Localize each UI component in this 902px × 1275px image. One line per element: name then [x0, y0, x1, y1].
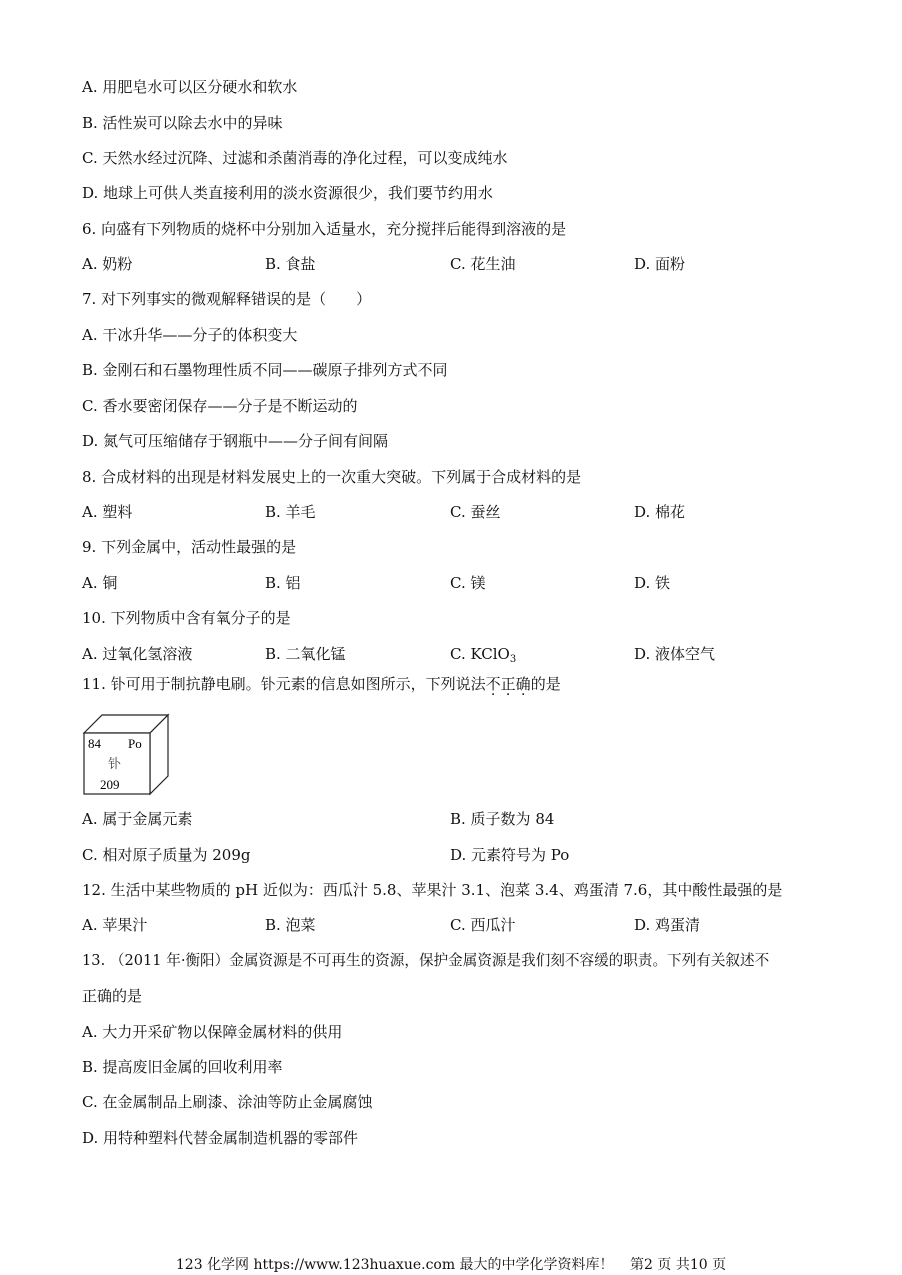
q13-option-b: B. 提高废旧金属的回收利用率	[82, 1058, 283, 1076]
q13-stem-line-2: 正确的是	[82, 987, 143, 1005]
q13-option-a: A. 大力开采矿物以保障金属材料的供用	[82, 1023, 343, 1041]
q10-option-b: B. 二氧化锰	[265, 645, 346, 663]
q7-option-c: C. 香水要密闭保存——分子是不断运动的	[82, 397, 358, 415]
q13-stem-line-1: 13. （2011 年·衡阳）金属资源是不可再生的资源，保护金属资源是我们刻不容缓的职责。下列有关叙述不	[82, 952, 770, 969]
q9-option-c: C. 镁	[450, 574, 486, 592]
q8-option-a: A. 塑料	[82, 503, 133, 521]
q12-option-b: B. 泡菜	[265, 916, 316, 934]
q8-stem: 8. 合成材料的出现是材料发展史上的一次重大突破。下列属于合成材料的是	[82, 468, 582, 486]
q11-stem-emphasis-3: 确	[515, 675, 531, 693]
q11-option-b: B. 质子数为 84	[450, 810, 555, 828]
q9-option-a: A. 铜	[82, 574, 118, 592]
q10-option-c-subscript: 3	[509, 654, 517, 665]
q7-option-d: D. 氮气可压缩储存于钢瓶中——分子间有间隔	[82, 432, 389, 450]
q10-option-c-text: C. KClO	[450, 645, 510, 663]
page-footer	[0, 1254, 902, 1274]
q5-option-c: C. 天然水经过沉降、过滤和杀菌消毒的净化过程，可以变成纯水	[82, 149, 508, 167]
element-atomic-mass: 209	[100, 777, 120, 792]
q10-option-c	[450, 644, 516, 670]
q11-option-a: A. 属于金属元素	[82, 810, 193, 828]
q5-option-b: B. 活性炭可以除去水中的异味	[82, 114, 283, 132]
q7-option-a: A. 干冰升华——分子的体积变大	[82, 326, 298, 344]
q10-option-d: D. 液体空气	[634, 645, 716, 663]
q11-stem	[82, 674, 561, 694]
footer-site: 123 化学网 https://www.123huaxue.com 最大的中学化学资料库！	[175, 1257, 614, 1273]
q8-option-c: C. 蚕丝	[450, 503, 501, 521]
element-atomic-number: 84	[88, 736, 101, 751]
q12-option-d: D. 鸡蛋清	[634, 916, 701, 934]
element-symbol: Po	[128, 736, 142, 751]
q7-stem: 7. 对下列事实的微观解释错误的是（ ）	[82, 290, 372, 308]
q9-option-d: D. 铁	[634, 574, 671, 592]
q12-option-a: A. 苹果汁	[82, 916, 148, 934]
q5-option-d: D. 地球上可供人类直接利用的淡水资源很少，我们要节约用水	[82, 184, 494, 202]
q8-option-b: B. 羊毛	[265, 503, 316, 521]
q12-stem: 12. 生活中某些物质的 pH 近似为：西瓜汁 5.8、苹果汁 3.1、泡菜 3.4、鸡蛋清 7.6，其中酸性最强的是	[82, 881, 783, 899]
q10-option-a: A. 过氧化氢溶液	[82, 645, 193, 663]
q6-option-c: C. 花生油	[450, 255, 516, 273]
q9-stem: 9. 下列金属中，活动性最强的是	[82, 538, 297, 556]
q8-option-d: D. 棉花	[634, 503, 686, 521]
q12-option-c: C. 西瓜汁	[450, 916, 516, 934]
element-name: 钋	[108, 757, 122, 772]
q7-option-b: B. 金刚石和石墨物理性质不同——碳原子排列方式不同	[82, 361, 448, 379]
q6-option-b: B. 食盐	[265, 255, 316, 273]
footer-page-number: 第2 页 共10 页	[630, 1257, 727, 1273]
q9-option-b: B. 铝	[265, 574, 301, 592]
q13-option-d: D. 用特种塑料代替金属制造机器的零部件	[82, 1129, 359, 1147]
q6-option-a: A. 奶粉	[82, 255, 133, 273]
q11-stem-emphasis-2: 正	[500, 675, 516, 693]
q11-stem-before: 11. 钋可用于制抗静电刷。钋元素的信息如图所示，下列说法	[82, 675, 486, 693]
q5-option-a: A. 用肥皂水可以区分硬水和软水	[82, 78, 298, 96]
q6-stem: 6. 向盛有下列物质的烧杯中分别加入适量水，充分搅拌后能得到溶液的是	[82, 220, 567, 238]
q11-option-c: C. 相对原子质量为 209g	[82, 846, 251, 864]
q10-stem: 10. 下列物质中含有氧分子的是	[82, 609, 291, 627]
polonium-element-card	[82, 712, 172, 797]
q13-option-c: C. 在金属制品上刷漆、涂油等防止金属腐蚀	[82, 1093, 373, 1111]
q11-stem-after: 的是	[530, 675, 561, 693]
q11-option-d: D. 元素符号为 Po	[450, 846, 570, 864]
q6-option-d: D. 面粉	[634, 255, 686, 273]
q11-stem-emphasis-1: 不	[485, 675, 501, 693]
